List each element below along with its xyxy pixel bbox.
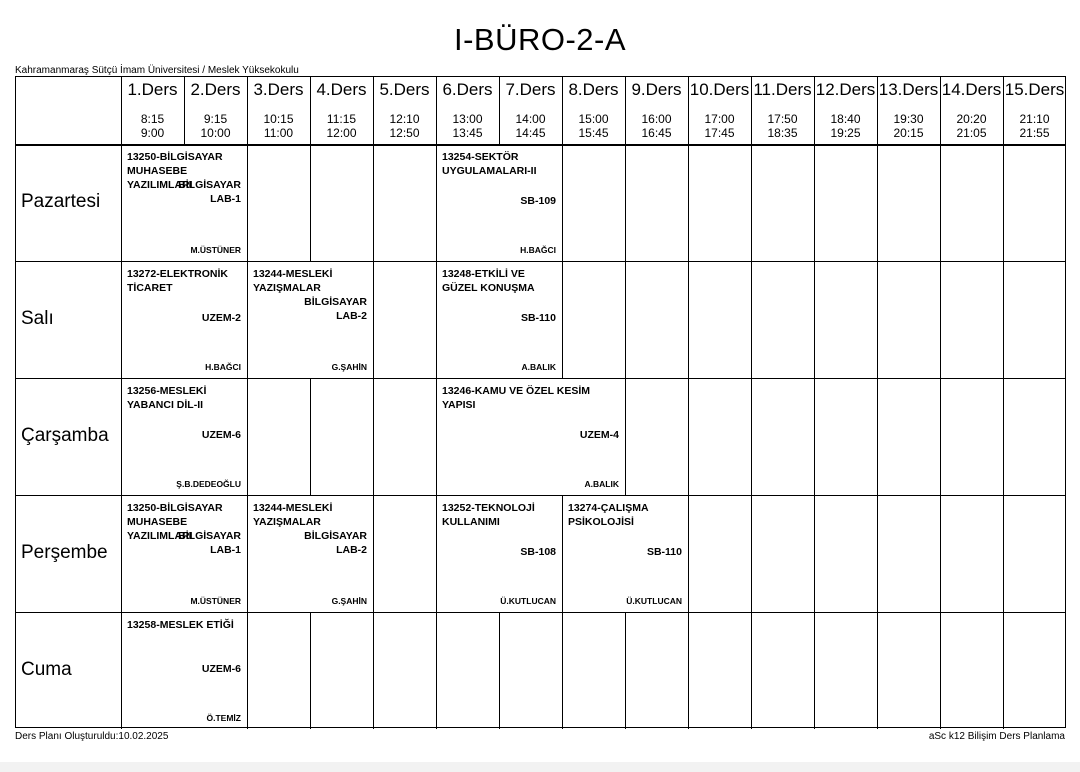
period-time	[1003, 112, 1066, 140]
timetable-grid	[15, 76, 1066, 728]
column-divider	[814, 261, 815, 378]
period-end-time: 12:50	[389, 126, 420, 140]
column-divider	[625, 144, 626, 261]
page-title: I-BÜRO-2-A	[453, 22, 627, 57]
lesson-room: UZEM-4	[579, 429, 619, 441]
column-divider	[940, 495, 941, 612]
lesson-teacher: Ö.TEMİZ	[206, 713, 241, 723]
column-divider	[751, 261, 752, 378]
software-credit: aSc k12 Bilişim Ders Planlama	[928, 731, 1065, 742]
period-time	[373, 112, 436, 140]
period-header: 2.Ders	[190, 80, 241, 99]
period-end-time: 12:00	[326, 126, 357, 140]
period-start-time: 10:15	[263, 112, 294, 126]
period-header: 13.Ders	[878, 80, 939, 99]
lesson-room: SB-110	[520, 312, 556, 324]
period-header: 6.Ders	[442, 80, 493, 99]
column-divider	[373, 261, 374, 378]
column-divider	[688, 612, 689, 729]
column-divider	[1003, 495, 1004, 612]
lesson-card	[436, 378, 625, 495]
column-divider	[625, 612, 626, 729]
column-divider	[1003, 612, 1004, 729]
column-divider	[688, 378, 689, 495]
period-end-time: 21:05	[956, 126, 987, 140]
period-header: 3.Ders	[253, 80, 304, 99]
column-divider	[940, 378, 941, 495]
lesson-subject: 13250-BİLGİSAYAR MUHASEBE YAZILIMLARI	[127, 502, 223, 542]
column-divider	[814, 378, 815, 495]
period-end-time: 10:00	[200, 126, 231, 140]
lesson-card	[562, 495, 688, 612]
lesson-teacher: M.ÜSTÜNER	[190, 596, 241, 606]
day-label: Salı	[21, 307, 54, 329]
period-header: 12.Ders	[815, 80, 876, 99]
period-time	[940, 112, 1003, 140]
lesson-room: SB-109	[520, 195, 556, 207]
period-time	[499, 112, 562, 140]
lesson-room: UZEM-6	[201, 663, 241, 675]
lesson-teacher: M.ÜSTÜNER	[190, 245, 241, 255]
period-header: 1.Ders	[127, 80, 178, 99]
period-header: 8.Ders	[568, 80, 619, 99]
lesson-room: UZEM-2	[201, 312, 241, 324]
period-time	[121, 112, 184, 140]
lesson-subject: 13256-MESLEKİ YABANCI DİL-II	[127, 385, 207, 411]
lesson-room: BİLGİSAYAR LAB-1	[178, 179, 241, 205]
column-divider	[625, 261, 626, 378]
period-end-time: 15:45	[578, 126, 609, 140]
lesson-subject: 13246-KAMU VE ÖZEL KESİM YAPISI	[442, 385, 591, 411]
lesson-subject: 13250-BİLGİSAYAR MUHASEBE YAZILIMLARI	[127, 151, 223, 191]
column-divider	[814, 144, 815, 261]
column-divider	[247, 612, 248, 729]
column-divider	[751, 144, 752, 261]
column-divider	[940, 144, 941, 261]
period-end-time: 21:55	[1019, 126, 1050, 140]
column-divider	[310, 378, 311, 495]
column-divider	[814, 495, 815, 612]
lesson-teacher: G.ŞAHİN	[331, 596, 367, 606]
column-divider	[751, 378, 752, 495]
period-header: 5.Ders	[379, 80, 430, 99]
column-divider	[373, 612, 374, 729]
lesson-subject: 13254-SEKTÖR UYGULAMALARI-II	[442, 151, 537, 177]
column-divider	[310, 612, 311, 729]
lesson-teacher: Ş.B.DEDEOĞLU	[176, 479, 241, 489]
lesson-card	[121, 495, 247, 612]
column-divider	[499, 612, 500, 729]
period-time	[310, 112, 373, 140]
lesson-room: SB-108	[520, 546, 556, 558]
lesson-subject: 13272-ELEKTRONİK TİCARET	[127, 268, 228, 294]
period-time	[184, 112, 247, 140]
period-start-time: 14:00	[515, 112, 546, 126]
period-end-time: 16:45	[641, 126, 672, 140]
lesson-subject: 13248-ETKİLİ VE GÜZEL KONUŞMA	[442, 268, 535, 294]
period-start-time: 12:10	[389, 112, 420, 126]
column-divider	[247, 378, 248, 495]
lesson-subject: 13244-MESLEKİ YAZIŞMALAR	[253, 268, 333, 294]
period-header: 10.Ders	[689, 80, 750, 99]
lesson-card	[436, 144, 562, 261]
period-time	[751, 112, 814, 140]
lesson-room: SB-110	[646, 546, 682, 558]
column-divider	[877, 144, 878, 261]
lesson-card	[121, 612, 247, 729]
period-time	[877, 112, 940, 140]
period-header: 14.Ders	[941, 80, 1002, 99]
lesson-card	[121, 261, 247, 378]
lesson-teacher: A.BALIK	[521, 362, 556, 372]
lesson-card	[247, 261, 373, 378]
period-start-time: 17:50	[767, 112, 798, 126]
period-end-time: 19:25	[830, 126, 861, 140]
period-start-time: 11:15	[326, 112, 357, 126]
column-divider	[310, 144, 311, 261]
period-end-time: 9:00	[140, 126, 165, 140]
column-divider	[751, 495, 752, 612]
period-start-time: 17:00	[704, 112, 735, 126]
period-start-time: 8:15	[140, 112, 165, 126]
day-label: Çarşamba	[21, 424, 109, 446]
column-divider	[1003, 144, 1004, 261]
column-divider	[877, 612, 878, 729]
period-start-time: 13:00	[452, 112, 483, 126]
period-end-time: 20:15	[893, 126, 924, 140]
lesson-subject: 13244-MESLEKİ YAZIŞMALAR	[253, 502, 333, 528]
period-time	[247, 112, 310, 140]
day-label: Cuma	[21, 658, 72, 680]
period-end-time: 11:00	[263, 126, 294, 140]
column-divider	[751, 612, 752, 729]
lesson-subject: 13258-MESLEK ETİĞİ	[127, 619, 234, 631]
period-header: 4.Ders	[316, 80, 367, 99]
period-header: 7.Ders	[505, 80, 556, 99]
lesson-subject: 13252-TEKNOLOJİ KULLANIMI	[442, 502, 535, 528]
period-time	[625, 112, 688, 140]
lesson-card	[121, 378, 247, 495]
lesson-subject: 13274-ÇALIŞMA PSİKOLOJİSİ	[568, 502, 649, 528]
day-label: Perşembe	[21, 541, 108, 563]
period-header: 11.Ders	[753, 80, 812, 99]
period-time	[814, 112, 877, 140]
column-divider	[373, 144, 374, 261]
period-time	[688, 112, 751, 140]
day-label: Pazartesi	[21, 190, 101, 212]
period-header: 9.Ders	[631, 80, 682, 99]
lesson-room: BİLGİSAYAR LAB-2	[304, 296, 367, 322]
created-date: Ders Planı Oluşturuldu:10.02.2025	[15, 731, 169, 742]
period-time	[436, 112, 499, 140]
period-start-time: 15:00	[578, 112, 609, 126]
lesson-room: BİLGİSAYAR LAB-1	[178, 530, 241, 556]
period-end-time: 14:45	[515, 126, 546, 140]
column-divider	[1003, 261, 1004, 378]
period-end-time: 17:45	[704, 126, 735, 140]
lesson-teacher: H.BAĞCI	[205, 362, 241, 372]
column-divider	[877, 495, 878, 612]
lesson-card	[436, 495, 562, 612]
column-divider	[1003, 378, 1004, 495]
period-start-time: 20:20	[956, 112, 987, 126]
lesson-card	[121, 144, 247, 261]
period-start-time: 9:15	[203, 112, 228, 126]
lesson-room: BİLGİSAYAR LAB-2	[304, 530, 367, 556]
column-divider	[940, 612, 941, 729]
lesson-teacher: Ü.KUTLUCAN	[500, 596, 556, 606]
column-divider	[814, 612, 815, 729]
lesson-teacher: A.BALIK	[584, 479, 619, 489]
column-divider	[688, 261, 689, 378]
institution-name: Kahramanmaraş Sütçü İmam Üniversitesi / Meslek Yüksekokulu	[15, 65, 299, 76]
lesson-teacher: H.BAĞCI	[520, 245, 556, 255]
period-start-time: 18:40	[830, 112, 861, 126]
column-divider	[562, 261, 563, 378]
period-end-time: 13:45	[452, 126, 483, 140]
lesson-teacher: G.ŞAHİN	[331, 362, 367, 372]
period-header: 15.Ders	[1004, 80, 1065, 99]
lesson-teacher: Ü.KUTLUCAN	[626, 596, 682, 606]
column-divider	[247, 144, 248, 261]
column-divider	[688, 495, 689, 612]
column-divider	[373, 495, 374, 612]
period-start-time: 21:10	[1019, 112, 1050, 126]
lesson-card	[247, 495, 373, 612]
column-divider	[625, 378, 626, 495]
column-divider	[940, 261, 941, 378]
column-divider	[436, 612, 437, 729]
column-divider	[877, 378, 878, 495]
column-divider	[562, 144, 563, 261]
column-divider	[373, 378, 374, 495]
column-divider	[562, 612, 563, 729]
column-divider	[688, 144, 689, 261]
period-time	[562, 112, 625, 140]
period-start-time: 16:00	[641, 112, 672, 126]
page-bottom-band	[0, 762, 1080, 772]
column-divider	[877, 261, 878, 378]
period-end-time: 18:35	[767, 126, 798, 140]
lesson-card	[436, 261, 562, 378]
lesson-room: UZEM-6	[201, 429, 241, 441]
period-start-time: 19:30	[893, 112, 924, 126]
